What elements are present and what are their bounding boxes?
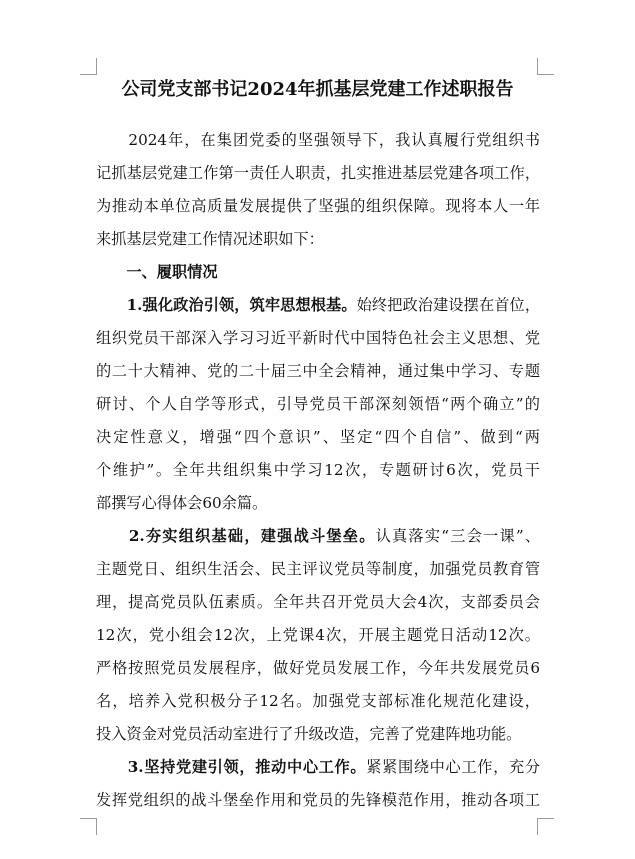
paragraph-line: 个维护”。全年共组织集中学习12次，专题研讨6次，党员干 [96,461,540,479]
crop-mark-bottom-right [537,818,554,835]
subheading-lead: 3.坚持党建引领，推动中心工作。 [127,758,367,776]
paragraph-line: 投入资金对党员活动室进行了升级改造，完善了党建阵地功能。 [96,725,522,743]
section-heading: 一、履职情况 [96,263,218,281]
paragraph-line: 发挥党组织的战斗堡垒作用和党员的先锋模范作用，推动各项工 [96,791,540,809]
paragraph-text: 始终把政治建设摆在首位， [356,296,541,314]
paragraph-line: 组织党员干部深入学习习近平新时代中国特色社会主义思想、党 [96,329,540,347]
subheading-lead: 2.夯实组织基础，建强战斗堡垒。 [128,527,376,545]
paragraph-line: 12次，党小组会12次，上党课4次，开展主题党日活动12次。 [96,626,540,644]
paragraph-line: 理，提高党员队伍素质。全年共召开党员大会4次，支部委员会 [96,593,540,611]
paragraph-text: 认真落实“三会一课”、 [375,527,541,545]
paragraph-line [96,526,540,546]
paragraph-line: 严格按照党员发展程序，做好党员发展工作，今年共发展党员6 [96,659,540,677]
paragraph-line [96,295,540,315]
paragraph-line: 部撰写心得体会60余篇。 [96,494,268,512]
paragraph-line: 决定性意义，增强“四个意识”、坚定“四个自信”、做到“两 [96,428,540,446]
paragraph-line: 来抓基层党建工作情况述职如下： [96,230,324,248]
paragraph-line: 为推动本单位高质量发展提供了坚强的组织保障。现将本人一年 [96,197,540,215]
paragraph-text: 紧紧围绕中心工作，充分 [366,758,541,776]
paragraph-line: 的二十大精神、党的二十届三中全会精神，通过集中学习、专题 [96,362,540,380]
crop-mark-bottom-left [80,818,97,835]
subheading-lead: 1.强化政治引领，筑牢思想根基。 [126,296,357,314]
paragraph-line: 主题党日、组织生活会、民主评议党员等制度，加强党员教育管 [96,560,540,578]
crop-mark-top-right [537,58,554,75]
paragraph-line [96,757,540,777]
paragraph-line: 2024年，在集团党委的坚强领导下，我认真履行党组织书 [96,131,540,149]
paragraph-line: 记抓基层党建工作第一责任人职责，扎实推进基层党建各项工作， [96,164,540,182]
paragraph-line: 研讨、个人自学等形式，引导党员干部深刻领悟“两个确立”的 [96,395,540,413]
paragraph-line: 名，培养入党积极分子12名。加强党支部标准化规范化建设， [96,692,540,710]
crop-mark-top-left [80,58,97,75]
document-title: 公司党支部书记2024年抓基层党建工作述职报告 [121,79,514,100]
